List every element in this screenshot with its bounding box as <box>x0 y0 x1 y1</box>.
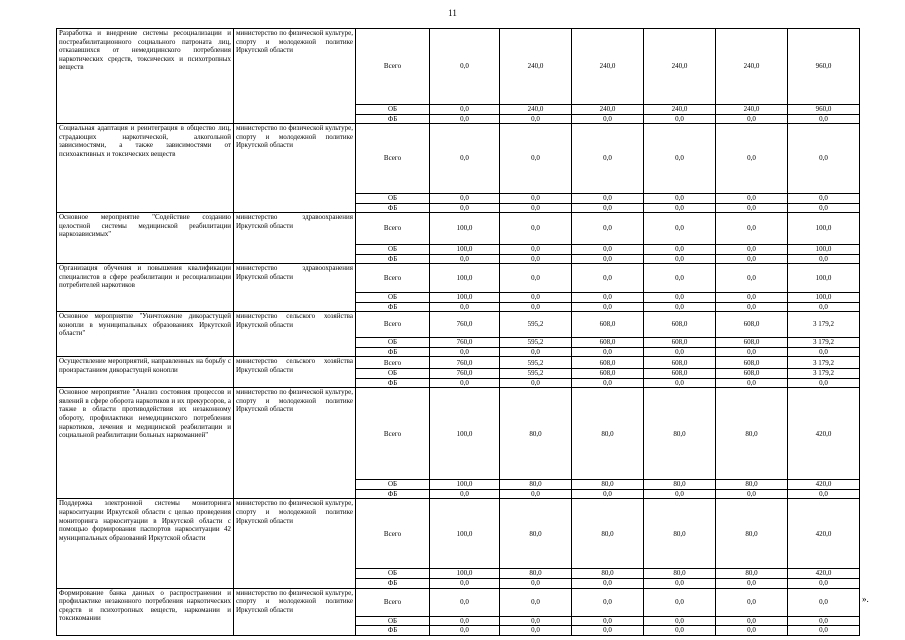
year-value: 595,2 <box>500 369 572 379</box>
funding-source: ОБ <box>356 293 430 303</box>
year-value: 760,0 <box>430 312 500 338</box>
total-value: 0,0 <box>788 194 860 204</box>
year-value: 0,0 <box>716 616 788 626</box>
year-value: 0,0 <box>716 347 788 357</box>
funding-source: Всего <box>356 499 430 569</box>
total-value: 0,0 <box>788 124 860 194</box>
year-value: 0,0 <box>500 254 572 264</box>
year-value: 595,2 <box>500 312 572 338</box>
year-value: 0,0 <box>644 194 716 204</box>
funding-source: ФБ <box>356 578 430 588</box>
table-row <box>57 312 860 338</box>
closing-mark: ». <box>862 594 869 604</box>
year-value: 0,0 <box>716 203 788 213</box>
year-value: 240,0 <box>572 105 644 115</box>
year-value: 0,0 <box>572 245 644 255</box>
year-value: 0,0 <box>572 293 644 303</box>
year-value: 608,0 <box>716 338 788 348</box>
year-value: 100,0 <box>430 480 500 490</box>
year-value: 0,0 <box>500 293 572 303</box>
year-value: 0,0 <box>716 213 788 245</box>
year-value: 0,0 <box>572 302 644 312</box>
year-value: 100,0 <box>430 499 500 569</box>
year-value: 80,0 <box>716 480 788 490</box>
year-value: 760,0 <box>430 357 500 369</box>
year-value: 80,0 <box>572 499 644 569</box>
year-value: 80,0 <box>572 388 644 480</box>
year-value: 0,0 <box>500 302 572 312</box>
total-value: 0,0 <box>788 616 860 626</box>
year-value: 0,0 <box>644 254 716 264</box>
table-row <box>57 124 860 194</box>
year-value: 608,0 <box>644 338 716 348</box>
funding-source: ОБ <box>356 369 430 379</box>
total-value: 0,0 <box>788 578 860 588</box>
year-value: 0,0 <box>430 254 500 264</box>
year-value: 0,0 <box>716 588 788 616</box>
year-value: 0,0 <box>500 347 572 357</box>
executor-name: министерство здравоохранения Иркутской области <box>234 264 356 312</box>
year-value: 0,0 <box>500 588 572 616</box>
funding-source: ОБ <box>356 105 430 115</box>
executor-name: министерство сельского хозяйства Иркутской области <box>234 312 356 357</box>
year-value: 0,0 <box>500 114 572 124</box>
year-value: 0,0 <box>644 203 716 213</box>
year-value: 0,0 <box>500 194 572 204</box>
year-value: 100,0 <box>430 264 500 293</box>
year-value: 0,0 <box>716 578 788 588</box>
funding-source: ФБ <box>356 489 430 499</box>
year-value: 0,0 <box>716 626 788 636</box>
year-value: 0,0 <box>644 578 716 588</box>
funding-source: Всего <box>356 264 430 293</box>
year-value: 0,0 <box>716 194 788 204</box>
year-value: 0,0 <box>644 616 716 626</box>
year-value: 0,0 <box>716 489 788 499</box>
year-value: 0,0 <box>644 347 716 357</box>
year-value: 608,0 <box>572 369 644 379</box>
year-value: 0,0 <box>644 245 716 255</box>
total-value: 0,0 <box>788 588 860 616</box>
total-value: 960,0 <box>788 29 860 105</box>
year-value: 0,0 <box>716 124 788 194</box>
executor-name: министерство здравоохранения Иркутской области <box>234 213 356 264</box>
funding-source: Всего <box>356 588 430 616</box>
year-value: 0,0 <box>644 124 716 194</box>
total-value: 0,0 <box>788 347 860 357</box>
year-value: 0,0 <box>500 578 572 588</box>
funding-source: ФБ <box>356 378 430 388</box>
funding-source: Всего <box>356 357 430 369</box>
year-value: 0,0 <box>644 489 716 499</box>
year-value: 0,0 <box>572 347 644 357</box>
year-value: 240,0 <box>644 105 716 115</box>
year-value: 0,0 <box>572 124 644 194</box>
activity-name: Основное мероприятие "Анализ состояния процессов и явлений в сфере оборота наркотиков и их прекурсоров, а также в области противодействия их незаконному обороту, профилактики немедицинского потребления наркотиков, лечения и медицинской реабилитации и социальной реабилитации больных наркоманией" <box>57 388 234 499</box>
year-value: 608,0 <box>644 369 716 379</box>
executor-name: министерство по физической культуре, спорту и молодежной политике Иркутской области <box>234 29 356 124</box>
total-value: 3 179,2 <box>788 369 860 379</box>
year-value: 0,0 <box>430 124 500 194</box>
funding-source: Всего <box>356 213 430 245</box>
total-value: 3 179,2 <box>788 357 860 369</box>
year-value: 0,0 <box>644 588 716 616</box>
funding-source: ОБ <box>356 338 430 348</box>
year-value: 0,0 <box>644 626 716 636</box>
year-value: 100,0 <box>430 245 500 255</box>
table-body <box>57 29 860 636</box>
funding-source: Всего <box>356 29 430 105</box>
executor-name: министерство по физической культуре, спорту и молодежной политике Иркутской области <box>234 588 356 635</box>
funding-source: ФБ <box>356 254 430 264</box>
total-value: 420,0 <box>788 499 860 569</box>
year-value: 0,0 <box>500 203 572 213</box>
year-value: 0,0 <box>572 578 644 588</box>
year-value: 0,0 <box>716 293 788 303</box>
year-value: 0,0 <box>500 264 572 293</box>
year-value: 80,0 <box>644 569 716 579</box>
year-value: 0,0 <box>500 626 572 636</box>
funding-source: Всего <box>356 388 430 480</box>
year-value: 80,0 <box>644 499 716 569</box>
total-value: 420,0 <box>788 569 860 579</box>
year-value: 80,0 <box>572 480 644 490</box>
year-value: 80,0 <box>500 388 572 480</box>
year-value: 0,0 <box>430 489 500 499</box>
year-value: 0,0 <box>572 378 644 388</box>
year-value: 100,0 <box>430 388 500 480</box>
year-value: 0,0 <box>572 626 644 636</box>
year-value: 80,0 <box>644 480 716 490</box>
year-value: 0,0 <box>500 124 572 194</box>
year-value: 0,0 <box>716 264 788 293</box>
executor-name: министерство по физической культуре, спорту и молодежной политике Иркутской области <box>234 388 356 499</box>
funding-source: ФБ <box>356 203 430 213</box>
year-value: 608,0 <box>572 338 644 348</box>
total-value: 100,0 <box>788 293 860 303</box>
total-value: 100,0 <box>788 264 860 293</box>
total-value: 0,0 <box>788 302 860 312</box>
total-value: 960,0 <box>788 105 860 115</box>
year-value: 240,0 <box>716 29 788 105</box>
year-value: 608,0 <box>644 357 716 369</box>
funding-source: ОБ <box>356 569 430 579</box>
year-value: 760,0 <box>430 338 500 348</box>
year-value: 0,0 <box>716 254 788 264</box>
funding-source: ОБ <box>356 245 430 255</box>
funding-source: ФБ <box>356 626 430 636</box>
executor-name: министерство по физической культуре, спорту и молодежной политике Иркутской области <box>234 124 356 213</box>
year-value: 80,0 <box>716 388 788 480</box>
year-value: 240,0 <box>716 105 788 115</box>
year-value: 80,0 <box>716 499 788 569</box>
activity-name: Осуществление мероприятий, направленных на борьбу с произрастанием дикорастущей конопли <box>57 357 234 388</box>
year-value: 80,0 <box>500 499 572 569</box>
year-value: 0,0 <box>500 616 572 626</box>
table-row <box>57 388 860 480</box>
total-value: 3 179,2 <box>788 338 860 348</box>
year-value: 0,0 <box>500 378 572 388</box>
year-value: 0,0 <box>572 264 644 293</box>
year-value: 760,0 <box>430 369 500 379</box>
funding-source: ОБ <box>356 616 430 626</box>
executor-name: министерство по физической культуре, спорту и молодежной политике Иркутской области <box>234 499 356 588</box>
funding-source: ФБ <box>356 302 430 312</box>
year-value: 0,0 <box>644 213 716 245</box>
year-value: 80,0 <box>500 480 572 490</box>
year-value: 608,0 <box>716 357 788 369</box>
year-value: 0,0 <box>430 203 500 213</box>
activity-name: Формирование банка данных о распространении и профилактике незаконного потребления наркотических средств и психотропных веществ, наркомании и токсикомании <box>57 588 234 635</box>
year-value: 80,0 <box>500 569 572 579</box>
page-number: 11 <box>448 8 457 18</box>
funding-source: ФБ <box>356 347 430 357</box>
funding-source: ФБ <box>356 114 430 124</box>
table-row <box>57 264 860 293</box>
year-value: 0,0 <box>644 293 716 303</box>
year-value: 0,0 <box>500 245 572 255</box>
table-row <box>57 588 860 616</box>
total-value: 100,0 <box>788 213 860 245</box>
year-value: 0,0 <box>430 302 500 312</box>
year-value: 0,0 <box>430 626 500 636</box>
year-value: 240,0 <box>644 29 716 105</box>
funding-source: Всего <box>356 124 430 194</box>
total-value: 0,0 <box>788 378 860 388</box>
year-value: 0,0 <box>430 616 500 626</box>
year-value: 0,0 <box>644 264 716 293</box>
activity-name: Основное мероприятие "Содействие созданию целостной системы медицинской реабилитации наркозависимых" <box>57 213 234 264</box>
year-value: 0,0 <box>430 588 500 616</box>
year-value: 595,2 <box>500 338 572 348</box>
executor-name: министерство сельского хозяйства Иркутской области <box>234 357 356 388</box>
total-value: 100,0 <box>788 245 860 255</box>
year-value: 240,0 <box>500 105 572 115</box>
funding-source: ОБ <box>356 480 430 490</box>
activity-name: Социальная адаптация и реинтеграция в общество лиц, страдающих наркотической, алкогольной зависимостями, а также зависимостями от психоактивных и токсических веществ <box>57 124 234 213</box>
total-value: 0,0 <box>788 203 860 213</box>
year-value: 0,0 <box>430 29 500 105</box>
activity-name: Организация обучения и повышения квалификации специалистов в сфере реабилитации и ресоциализации потребителей наркотиков <box>57 264 234 312</box>
year-value: 100,0 <box>430 293 500 303</box>
activity-name: Поддержка электронной системы мониторинга наркоситуации Иркутской области с целью проведения мониторинга наркоситуации в Иркутской области с помощью формирования паспортов наркоситуации 42 муниципальных образований Иркутской области <box>57 499 234 588</box>
year-value: 0,0 <box>644 302 716 312</box>
year-value: 608,0 <box>716 369 788 379</box>
year-value: 80,0 <box>644 388 716 480</box>
year-value: 608,0 <box>644 312 716 338</box>
year-value: 100,0 <box>430 213 500 245</box>
year-value: 0,0 <box>572 213 644 245</box>
year-value: 0,0 <box>430 347 500 357</box>
year-value: 0,0 <box>716 378 788 388</box>
table-row <box>57 213 860 245</box>
year-value: 595,2 <box>500 357 572 369</box>
year-value: 0,0 <box>430 194 500 204</box>
year-value: 0,0 <box>572 203 644 213</box>
funding-source: Всего <box>356 312 430 338</box>
funding-table <box>56 28 860 636</box>
year-value: 0,0 <box>716 114 788 124</box>
total-value: 3 179,2 <box>788 312 860 338</box>
year-value: 0,0 <box>572 616 644 626</box>
year-value: 240,0 <box>572 29 644 105</box>
activity-name: Разработка и внедрение системы ресоциализации и постреабилитационного социального патроната лиц, отказавшихся от немедицинского потребления наркотических средств, токсических и психотропных веществ <box>57 29 234 124</box>
year-value: 608,0 <box>716 312 788 338</box>
year-value: 240,0 <box>500 29 572 105</box>
total-value: 0,0 <box>788 254 860 264</box>
total-value: 420,0 <box>788 388 860 480</box>
year-value: 0,0 <box>644 114 716 124</box>
year-value: 0,0 <box>716 245 788 255</box>
activity-name: Основное мероприятие "Уничтожение дикорастущей конопли в муниципальных образованиях Иркутской области" <box>57 312 234 357</box>
year-value: 80,0 <box>716 569 788 579</box>
total-value: 0,0 <box>788 626 860 636</box>
year-value: 0,0 <box>430 378 500 388</box>
table-row <box>57 357 860 369</box>
year-value: 0,0 <box>572 114 644 124</box>
year-value: 0,0 <box>572 254 644 264</box>
funding-source: ОБ <box>356 194 430 204</box>
table-row <box>57 499 860 569</box>
year-value: 0,0 <box>430 578 500 588</box>
year-value: 0,0 <box>572 588 644 616</box>
total-value: 0,0 <box>788 114 860 124</box>
year-value: 0,0 <box>716 302 788 312</box>
table-row <box>57 29 860 105</box>
total-value: 420,0 <box>788 480 860 490</box>
year-value: 0,0 <box>500 213 572 245</box>
year-value: 0,0 <box>500 489 572 499</box>
year-value: 608,0 <box>572 357 644 369</box>
year-value: 0,0 <box>572 194 644 204</box>
year-value: 0,0 <box>644 378 716 388</box>
year-value: 0,0 <box>572 489 644 499</box>
year-value: 0,0 <box>430 105 500 115</box>
year-value: 80,0 <box>572 569 644 579</box>
total-value: 0,0 <box>788 489 860 499</box>
year-value: 100,0 <box>430 569 500 579</box>
year-value: 0,0 <box>430 114 500 124</box>
year-value: 608,0 <box>572 312 644 338</box>
